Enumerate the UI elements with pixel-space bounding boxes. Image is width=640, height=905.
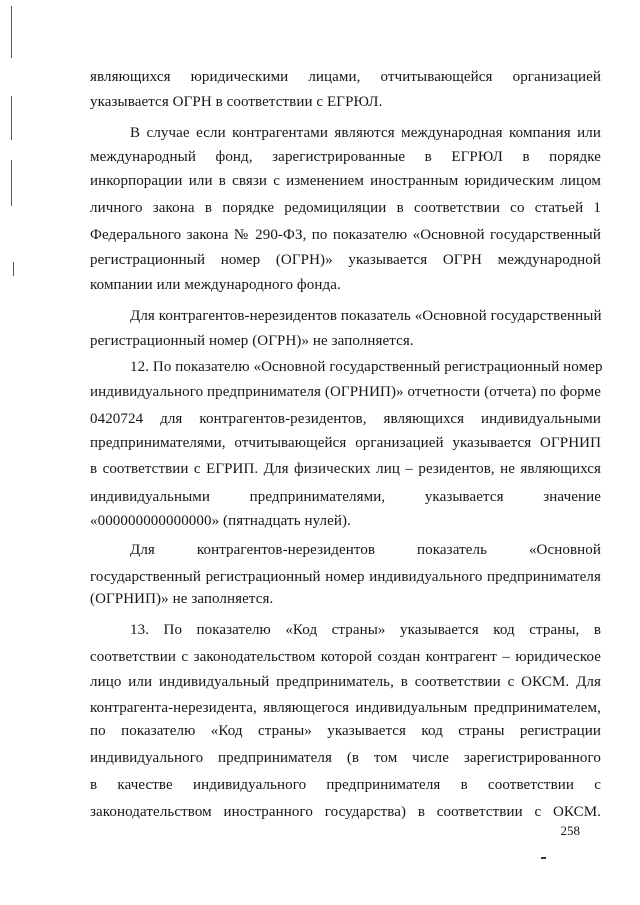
text-line: личного закона в порядке редомициляции в соответствии со статьей 1 [90, 200, 601, 216]
scan-margin-mark [11, 6, 12, 58]
text-line: регистрационный номер (ОГРН)» не заполняется. [90, 333, 414, 349]
text-line: индивидуального предпринимателя (ОГРНИП)» отчетности (отчета) по форме [90, 384, 601, 400]
text-line: инкорпорации или в связи с изменением иностранным юридическим лицом [90, 173, 601, 189]
scan-margin-mark [11, 160, 12, 206]
text-line: контрагента-нерезидента, являющегося индивидуальным предпринимателем, [90, 700, 601, 716]
scan-dash-mark [541, 857, 546, 859]
text-line: указывается ОГРН в соответствии с ЕГРЮЛ. [90, 94, 383, 110]
text-line: государственный регистрационный номер индивидуального предпринимателя [90, 569, 601, 585]
text-line: Для контрагентов-нерезидентов показатель «Основной государственный [130, 308, 602, 324]
text-line: В случае если контрагентами являются международная компания или [130, 125, 601, 141]
text-line: являющихся юридическими лицами, отчитывающейся организацией [90, 69, 601, 85]
text-line: регистрационный номер (ОГРН)» указывается ОГРН международной [90, 252, 601, 268]
text-line: Федерального закона № 290-ФЗ, по показателю «Основной государственный [90, 227, 601, 243]
text-line: по показателю «Код страны» указывается код страны регистрации [90, 723, 601, 739]
scan-margin-mark [13, 262, 14, 276]
text-line: предпринимателями, отчитывающейся организацией указывается ОГРНИП [90, 435, 601, 451]
text-line: лицо или индивидуальный предприниматель, в соответствии с ОКСМ. Для [90, 674, 601, 690]
text-line: 13. По показателю «Код страны» указывается код страны, в [130, 622, 601, 638]
text-line: 12. По показателю «Основной государственный регистрационный номер [130, 359, 603, 375]
text-line: 0420724 для контрагентов-резидентов, являющихся индивидуальными [90, 411, 601, 427]
text-line: в соответствии с ЕГРИП. Для физических лиц – резидентов, не являющихся [90, 461, 601, 477]
text-line: законодательством иностранного государства) в соответствии с ОКСМ. [90, 804, 601, 820]
text-line: индивидуальными предпринимателями, указывается значение [90, 489, 601, 505]
text-line: Для контрагентов-нерезидентов показатель «Основной [130, 542, 601, 558]
text-line: компании или международного фонда. [90, 277, 341, 293]
text-line: в качестве индивидуального предпринимателя в соответствии с [90, 777, 601, 793]
text-line: (ОГРНИП)» не заполняется. [90, 591, 274, 607]
text-line: «000000000000000» (пятнадцать нулей). [90, 513, 351, 529]
text-line: соответствии с законодательством которой создан контрагент – юридическое [90, 649, 601, 665]
page-number: 258 [560, 823, 580, 838]
text-line: индивидуального предпринимателя (в том числе зарегистрированного [90, 750, 601, 766]
scan-margin-mark [11, 96, 12, 140]
text-line: международный фонд, зарегистрированные в ЕГРЮЛ в порядке [90, 149, 601, 165]
